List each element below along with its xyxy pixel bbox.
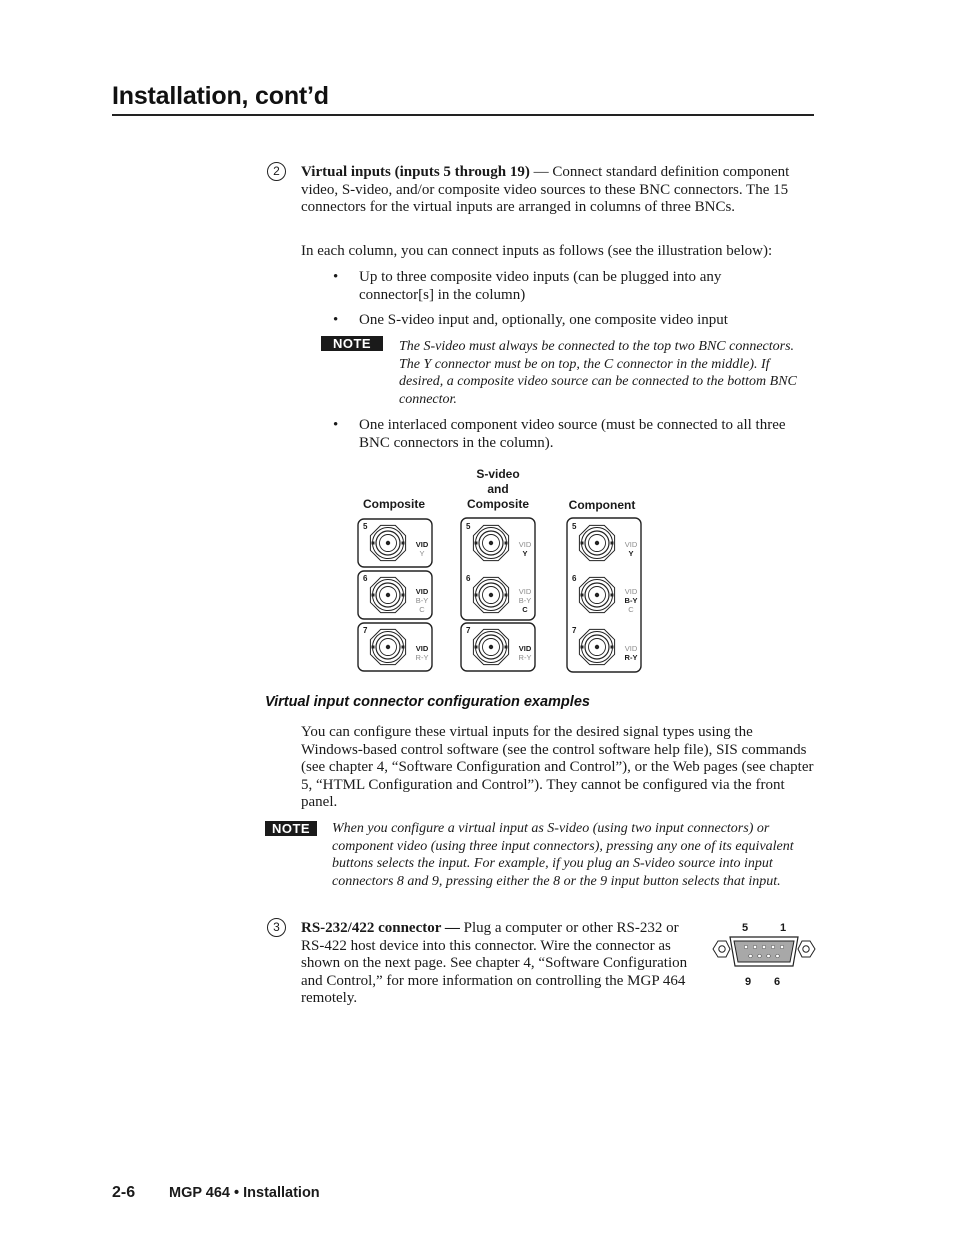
dsub-face: [734, 941, 794, 962]
input-number: 5: [363, 522, 368, 531]
bnc-jack-icon: [473, 525, 508, 560]
signal-label: C: [628, 605, 634, 614]
input-number: 5: [466, 522, 471, 531]
column-title: Composite: [466, 497, 530, 511]
figure-caption: Virtual input connector configuration examples: [265, 694, 590, 710]
page-number: 2-6: [112, 1184, 136, 1201]
pin-label-9: 9: [744, 976, 752, 988]
signal-label: Y: [419, 549, 425, 558]
signal-label: B-Y: [415, 596, 429, 605]
step-number-2: 2: [267, 162, 286, 181]
pin-label-5: 5: [741, 922, 749, 934]
signal-label: VID: [415, 587, 429, 596]
note-text: When you configure a virtual input as S-video (using two input connectors) or component video (using three input connectors), pressing any one of its equivalent buttons selects the input. For example, if you plug an S-video source into input connectors 8 and 9, pressing either the 8 or the 9 input button selects that input.: [332, 821, 794, 889]
virtual-inputs-text: — Connect standard definition component video, S-video, and/or composite video sources to these BNC connectors. The 15 connectors for the virtual inputs are arranged in columns of three BNCs.: [301, 164, 790, 216]
bnc-jack-icon: [370, 525, 405, 560]
bnc-jack-icon: [579, 577, 614, 612]
signal-label: Y: [628, 549, 634, 558]
pin-label-6: 6: [773, 976, 781, 988]
input-number: 6: [466, 574, 471, 583]
rs232-paragraph: [301, 920, 705, 1008]
input-number: 7: [466, 626, 471, 635]
bullet-marker: •: [333, 269, 339, 285]
note-text: The S-video must always be connected to the top two BNC connectors. The Y connector must be on top, the C connector in the middle). If desired, a composite video source can be connected to the bottom BNC connector.: [399, 339, 797, 407]
signal-label: R-Y: [624, 653, 638, 662]
signal-label: VID: [624, 587, 638, 596]
signal-label: VID: [624, 540, 638, 549]
bullet-marker: •: [333, 417, 339, 433]
signal-label: Y: [522, 549, 528, 558]
rs232-connector-icon: [710, 918, 818, 990]
rs232-text: Plug a computer or other RS-232 or RS-422 host device into this connector. Wire the connector as shown on the next page. See chapter 4, “Software Configuration and Control,” for more information on controlling the MGP 464 remotely.: [301, 920, 688, 1007]
screw-left: [713, 941, 730, 957]
input-number: 5: [572, 522, 577, 531]
step-number-3: 3: [267, 918, 286, 937]
signal-label: VID: [518, 587, 532, 596]
bullet-marker: •: [333, 312, 339, 328]
signal-label: B-Y: [624, 596, 638, 605]
title-rule: [112, 114, 814, 116]
screw-right-hole: [803, 946, 809, 952]
virtual-inputs-heading: Virtual inputs (inputs 5 through 19): [301, 164, 530, 180]
note-badge: NOTE: [265, 821, 317, 836]
bnc-jack-icon: [370, 577, 405, 612]
signal-label: C: [522, 605, 528, 614]
bullet-item: Up to three composite video inputs (can be plugged into any connector[s] in the column): [359, 269, 722, 303]
config-paragraph: You can configure these virtual inputs for the desired signal types using the Windows-based control software (see the control software help file), SIS commands (see chapter 4, “Software Configuration and Control”), or the Web pages (see chapter 5, “HTML Configuration and Control”). They cannot be configured via the front panel.: [301, 724, 814, 811]
signal-label: VID: [518, 540, 532, 549]
column-title: Component: [568, 498, 636, 512]
signal-label: R-Y: [415, 653, 429, 662]
bnc-jack-icon: [370, 629, 405, 664]
signal-label: C: [419, 605, 425, 614]
column-intro-text: In each column, you can connect inputs as follows (see the illustration below):: [301, 243, 773, 259]
screw-left-hole: [719, 946, 725, 952]
footer-label: MGP 464 • Installation: [169, 1185, 320, 1201]
input-number: 7: [572, 626, 577, 635]
input-number: 6: [363, 574, 368, 583]
rs232-heading: RS-232/422 connector —: [301, 920, 460, 936]
pin-label-1: 1: [779, 922, 787, 934]
bnc-connector-figure: [350, 462, 650, 677]
signal-label: VID: [518, 644, 532, 653]
column-title: and: [487, 482, 509, 496]
column-title: Composite: [362, 497, 426, 511]
column-title: S-video: [476, 467, 520, 481]
signal-label: VID: [415, 644, 429, 653]
bullet-item: One interlaced component video source (must be connected to all three BNC connectors in the column).: [359, 417, 786, 451]
screw-right: [798, 941, 815, 957]
note-badge: NOTE: [321, 336, 383, 351]
input-number: 7: [363, 626, 368, 635]
virtual-inputs-paragraph: [301, 164, 817, 217]
page-title: Installation, cont’d: [112, 82, 329, 110]
bnc-jack-icon: [579, 629, 614, 664]
signal-label: VID: [624, 644, 638, 653]
bnc-jack-icon: [473, 577, 508, 612]
signal-label: B-Y: [518, 596, 532, 605]
bnc-jack-icon: [473, 629, 508, 664]
signal-label: VID: [415, 540, 429, 549]
signal-label: R-Y: [518, 653, 532, 662]
input-number: 6: [572, 574, 577, 583]
bullet-item: One S-video input and, optionally, one composite video input: [359, 312, 728, 328]
bnc-jack-icon: [579, 525, 614, 560]
